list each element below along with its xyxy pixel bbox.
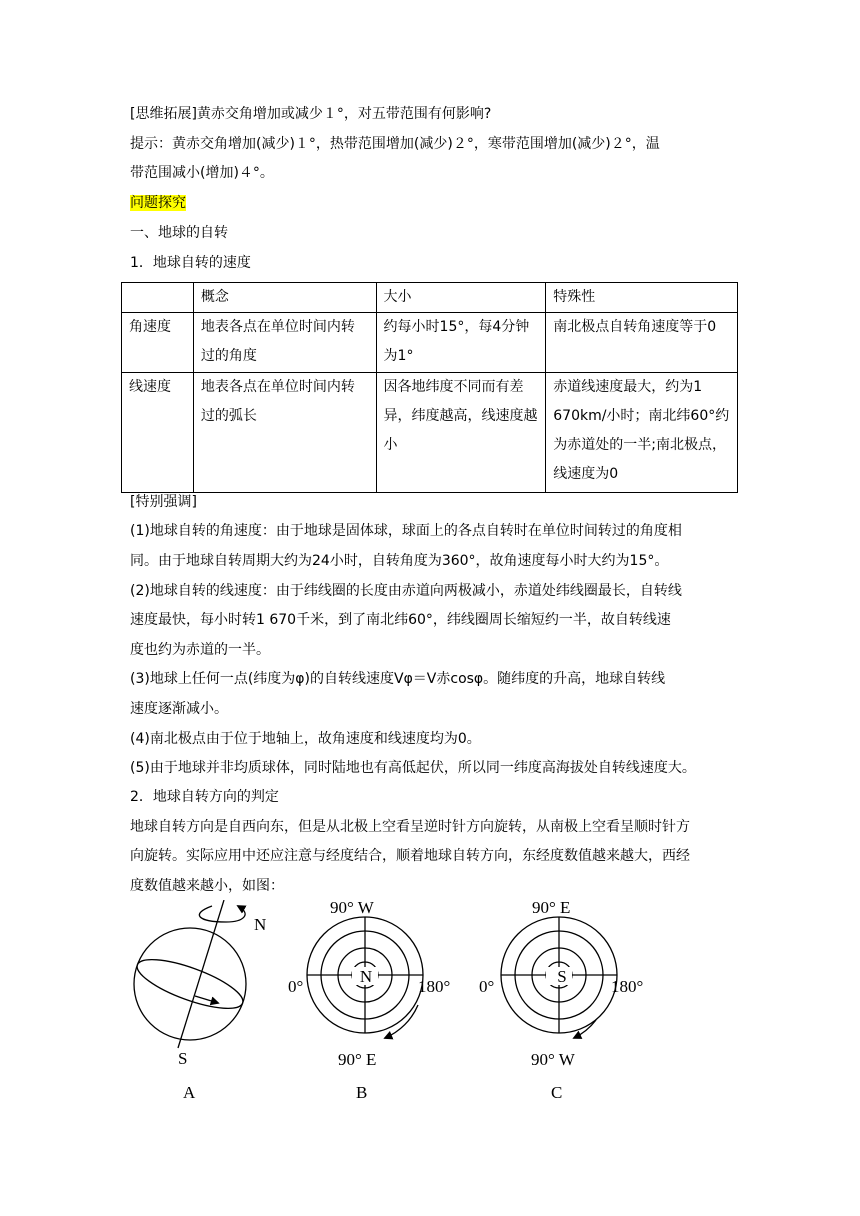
note-line: (3)地球上任何一点(纬度为φ)的自转线速度Vφ＝V赤cosφ。随纬度的升高，地球自转线 [130, 671, 666, 687]
note-line: 同。由于地球自转周期大约为24小时，自转角度为360°，故角速度每小时大约为15°。 [130, 553, 669, 569]
thinking-question: [思维拓展]黄赤交角增加或减少１°，对五带范围有何影响? [130, 106, 492, 122]
table-cell: 地表各点在单位时间内转过的角度 [193, 313, 376, 373]
section-label: 问题探究 [130, 195, 186, 211]
figure-c-right-label: 180° [611, 977, 644, 996]
table-cell: 线速度 [122, 373, 194, 493]
table-cell: 角速度 [122, 313, 194, 373]
direction-text-line: 地球自转方向是自西向东，但是从北极上空看呈逆时针方向旋转，从南极上空看呈顺时针方 [130, 819, 690, 835]
table-header-cell: 特殊性 [546, 283, 738, 313]
figure-b-caption: B [356, 1083, 368, 1102]
globe-north-label: N [254, 915, 267, 934]
globe-south-label: S [178, 1049, 188, 1068]
table-cell: 地表各点在单位时间内转过的弧长 [193, 373, 376, 493]
table-header-row [122, 283, 738, 313]
table-cell: 南北极点自转角速度等于0 [546, 313, 738, 373]
figure-c-left-label: 0° [479, 977, 495, 996]
table-cell: 赤道线速度最大，约为1 670km/小时；南北纬60°约为赤道处的一半;南北极点，线速度为0 [546, 373, 738, 493]
figure-a-caption: A [183, 1083, 196, 1102]
rotation-direction-figure [120, 900, 680, 1110]
note-line: (1)地球自转的角速度：由于地球是固体球，球面上的各点自转时在单位时间转过的角度相 [130, 523, 682, 539]
figure-c-top-label: 90° E [532, 900, 571, 917]
heading-rotation-speed: 1．地球自转的速度 [130, 255, 251, 271]
table-header-cell: 概念 [193, 283, 376, 313]
table-row [122, 373, 738, 493]
table-header-cell: 大小 [376, 283, 546, 313]
figure-b-bottom-label: 90° E [338, 1050, 377, 1069]
globe-diagram [132, 900, 248, 1048]
heading-rotation: 一、地球的自转 [130, 225, 228, 241]
figure-c-bottom-label: 90° W [531, 1050, 575, 1069]
note-line: (2)地球自转的线速度：由于纬线圈的长度由赤道向两极减小，赤道处纬线圈最长，自转线 [130, 583, 682, 599]
direction-text-line: 度数值越来越小，如图： [130, 878, 284, 894]
rotation-speed-table [121, 282, 738, 493]
heading-rotation-direction: 2．地球自转方向的判定 [130, 789, 279, 805]
note-line: 速度最快，每小时转1 670千米，到了南北纬60°，纬线圈周长缩短约一半，故自转线速 [130, 612, 671, 628]
figure-b-top-label: 90° W [330, 900, 374, 917]
emphasis-title: [特别强调] [130, 494, 197, 510]
note-line: (5)由于地球并非均质球体，同时陆地也有高低起伏，所以同一纬度高海拔处自转线速度大。 [130, 760, 696, 776]
table-cell: 约每小时15°，每4分钟为1° [376, 313, 546, 373]
thinking-hint-line2: 带范围减小(增加)４°。 [130, 165, 274, 181]
figure-b-left-label: 0° [288, 977, 304, 996]
thinking-hint-line1: 提示：黄赤交角增加(减少)１°，热带范围增加(减少)２°，寒带范围增加(减少)２°，温 [130, 136, 660, 152]
figure-b-center-label: N [359, 967, 373, 986]
table-header-cell [122, 283, 194, 313]
figure-c-caption: C [551, 1083, 563, 1102]
direction-text-line: 向旋转。实际应用中还应注意与经度结合，顺着地球自转方向，东经度数值越来越大，西经 [130, 848, 690, 864]
figure-b-right-label: 180° [418, 977, 451, 996]
table-cell: 因各地纬度不同而有差异，纬度越高，线速度越小 [376, 373, 546, 493]
figure-c-center-label: S [557, 967, 567, 986]
note-line: 速度逐渐减小。 [130, 701, 228, 717]
note-line: (4)南北极点由于位于地轴上，故角速度和线速度均为0。 [130, 731, 481, 747]
table-row [122, 313, 738, 373]
note-line: 度也约为赤道的一半。 [130, 642, 270, 658]
